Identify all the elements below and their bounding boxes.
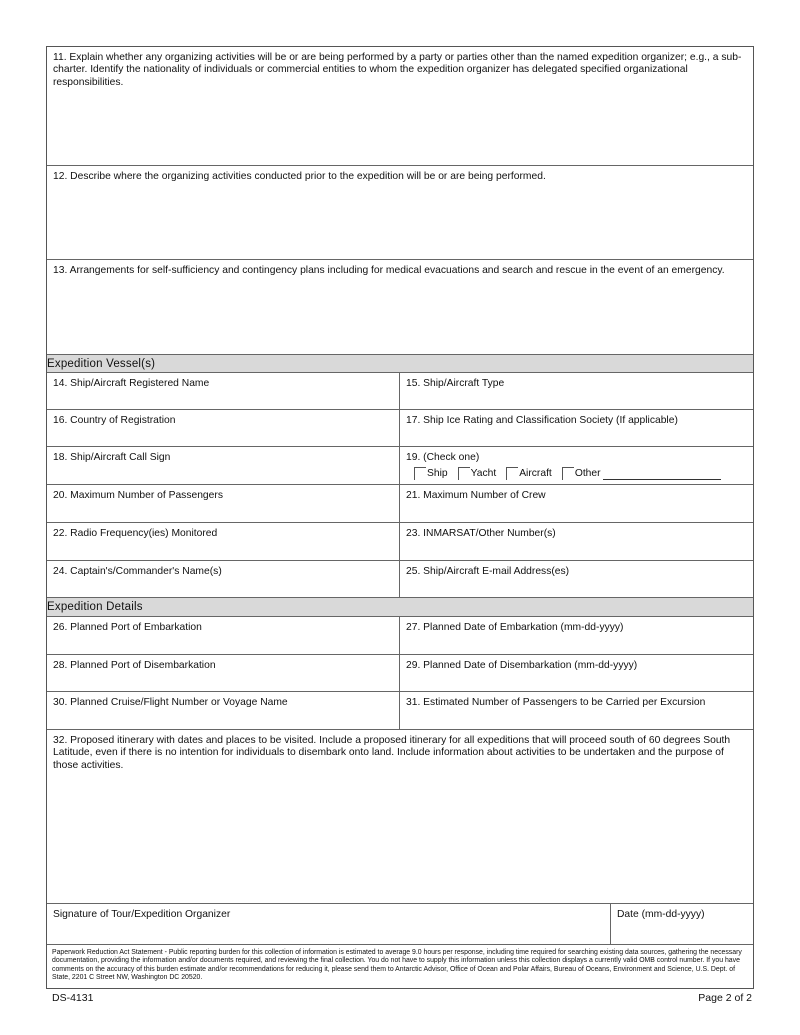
other-label: Other (574, 468, 601, 479)
q12-field[interactable]: 12. Describe where the organizing activities conducted prior to the expedition will be or are being performed. (53, 171, 546, 182)
q29-field[interactable]: 29. Planned Date of Disembarkation (mm-dd-yyyy) (406, 660, 638, 671)
other-input[interactable] (603, 469, 721, 480)
q25-field[interactable]: 25. Ship/Aircraft E-mail Address(es) (406, 566, 570, 577)
q13-field[interactable]: 13. Arrangements for self-sufficiency and contingency plans including for medical evacuations and search and rescue in the event of an emergency. (53, 265, 725, 276)
q24-field[interactable]: 24. Captain's/Commander's Name(s) (47, 561, 400, 597)
page-number: Page 2 of 2 (698, 992, 752, 1004)
q31-field[interactable]: 31. Estimated Number of Passengers to be Carried per Excursion (406, 697, 706, 708)
q16-field[interactable]: 16. Country of Registration (47, 410, 400, 446)
section-header-vessel: Expedition Vessel(s) (47, 355, 753, 373)
q20-field[interactable]: 20. Maximum Number of Passengers (47, 485, 400, 522)
q15-field[interactable]: 15. Ship/Aircraft Type (406, 378, 505, 389)
other-checkbox[interactable] (562, 467, 574, 480)
aircraft-checkbox[interactable] (506, 467, 518, 480)
q19-field (400, 447, 753, 484)
aircraft-label: Aircraft (519, 468, 552, 479)
form-page-2 (46, 46, 754, 989)
q19-label: 19. (Check one) (406, 452, 480, 463)
q26-field[interactable]: 26. Planned Port of Embarkation (47, 617, 400, 654)
q22-field[interactable]: 22. Radio Frequency(ies) Monitored (47, 523, 400, 560)
date-field[interactable]: Date (mm-dd-yyyy) (617, 909, 705, 920)
q18-field[interactable]: 18. Ship/Aircraft Call Sign (47, 447, 400, 484)
q30-field[interactable]: 30. Planned Cruise/Flight Number or Voyage Name (47, 692, 400, 729)
q27-field[interactable]: 27. Planned Date of Embarkation (mm-dd-yyyy) (406, 622, 624, 633)
q28-field[interactable]: 28. Planned Port of Disembarkation (47, 655, 400, 691)
section-header-details: Expedition Details (47, 598, 753, 617)
q11-field[interactable]: 11. Explain whether any organizing activities will be or are being performed by a party or parties other than the named expedition organizer; e.g., a sub-charter. Identify the nationality of individuals or commercial entities to whom the expedition organizer has delegated specified organizational responsibilities. (53, 52, 742, 88)
paperwork-reduction-statement: Paperwork Reduction Act Statement - Public reporting burden for this collection of information is estimated to average 9.0 hours per response, including time required for searching existing data sources, gathering the necessary documentation, providing the information and/or documents required, and reviewing the final collection. You do not have to supply this information unless this collection displays a currently valid OMB control number. If you have comments on the accuracy of this burden estimate and/or recommendations for reducing it, please send them to Antarctic Advisor, Office of Ocean and Polar Affairs, Bureau of Oceans, Environment and Science, U.S. Dept. of State, 2201 C Street NW, Washington DC 20520. (52, 949, 742, 981)
q23-field[interactable]: 23. INMARSAT/Other Number(s) (406, 528, 556, 539)
yacht-label: Yacht (470, 468, 497, 479)
q21-field[interactable]: 21. Maximum Number of Crew (406, 490, 546, 501)
ship-label: Ship (427, 468, 448, 479)
ship-checkbox[interactable] (414, 467, 426, 480)
q14-field[interactable]: 14. Ship/Aircraft Registered Name (47, 373, 400, 409)
q17-field[interactable]: 17. Ship Ice Rating and Classification Society (If applicable) (406, 415, 678, 426)
yacht-checkbox[interactable] (458, 467, 470, 480)
form-number: DS-4131 (52, 992, 94, 1004)
q32-field[interactable]: 32. Proposed itinerary with dates and places to be visited. Include a proposed itinerary for all expeditions that will proceed south of 60 degrees South Latitude, even if there is no intention for individuals to disembark onto land. Include information about activities to be undertaken and the purpose of those activities. (53, 735, 731, 771)
signature-field[interactable]: Signature of Tour/Expedition Organizer (47, 904, 611, 944)
